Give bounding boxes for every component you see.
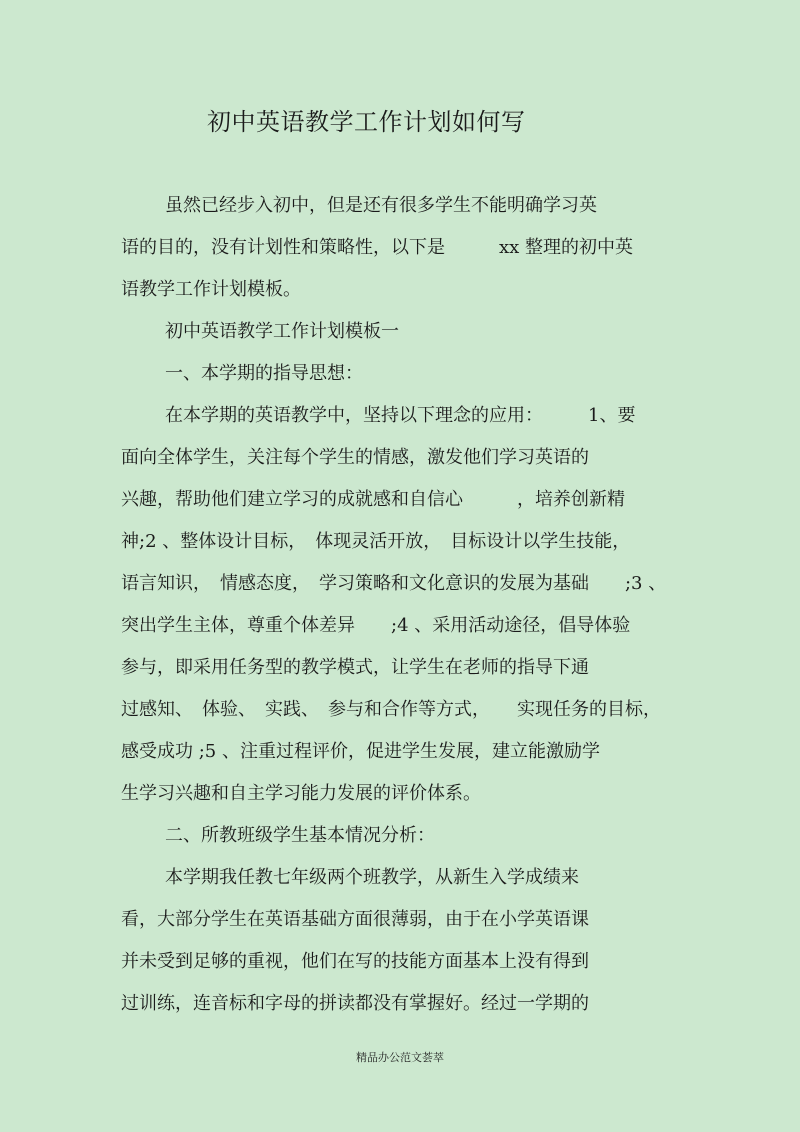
paragraph-line: 过感知、 体验、 实践、 参与和合作等方式， 实现任务的目标， xyxy=(121,699,661,720)
paragraph-line: 兴趣，帮助他们建立学习的成就感和自信心 ，培养创新精 xyxy=(121,489,625,510)
paragraph-line: 在本学期的英语教学中，坚持以下理念的应用： 1、要 xyxy=(165,405,636,426)
section-heading: 一、本学期的指导思想： xyxy=(165,363,363,384)
paragraph-line: 并未受到足够的重视，他们在写的技能方面基本上没有得到 xyxy=(121,951,589,972)
paragraph-line: 面向全体学生，关注每个学生的情感，激发他们学习英语的 xyxy=(121,447,589,468)
paragraph-line: 神;2 、整体设计目标， 体现灵活开放， 目标设计以学生技能， xyxy=(121,531,631,552)
paragraph-line: 参与，即采用任务型的教学模式，让学生在老师的指导下通 xyxy=(121,657,589,678)
paragraph-line: 突出学生主体，尊重个体差异 ;4 、采用活动途径，倡导体验 xyxy=(121,615,631,636)
paragraph-line: 语的目的，没有计划性和策略性，以下是 xx 整理的初中英 xyxy=(121,237,634,258)
section-heading: 二、所教班级学生基本情况分析： xyxy=(165,825,435,846)
paragraph-line: 过训练，连音标和字母的拼读都没有掌握好。经过一学期的 xyxy=(121,993,589,1014)
paragraph-line: 生学习兴趣和自主学习能力发展的评价体系。 xyxy=(121,783,481,804)
section-heading: 初中英语教学工作计划模板一 xyxy=(165,321,399,342)
paragraph-line: 感受成功 ;5 、注重过程评价，促进学生发展，建立能激励学 xyxy=(121,741,600,762)
paragraph-line: 看，大部分学生在英语基础方面很薄弱，由于在小学英语课 xyxy=(121,909,589,930)
document-title: 初中英语教学工作计划如何写 xyxy=(207,108,526,136)
page-footer: 精品办公范文荟萃 xyxy=(356,1051,444,1064)
paragraph-line: 语教学工作计划模板。 xyxy=(121,279,301,300)
paragraph-line: 虽然已经步入初中，但是还有很多学生不能明确学习英 xyxy=(165,195,597,216)
paragraph-line: 语言知识， 情感态度， 学习策略和文化意识的发展为基础 ;3 、 xyxy=(121,573,667,594)
paragraph-line: 本学期我任教七年级两个班教学，从新生入学成绩来 xyxy=(165,867,579,888)
